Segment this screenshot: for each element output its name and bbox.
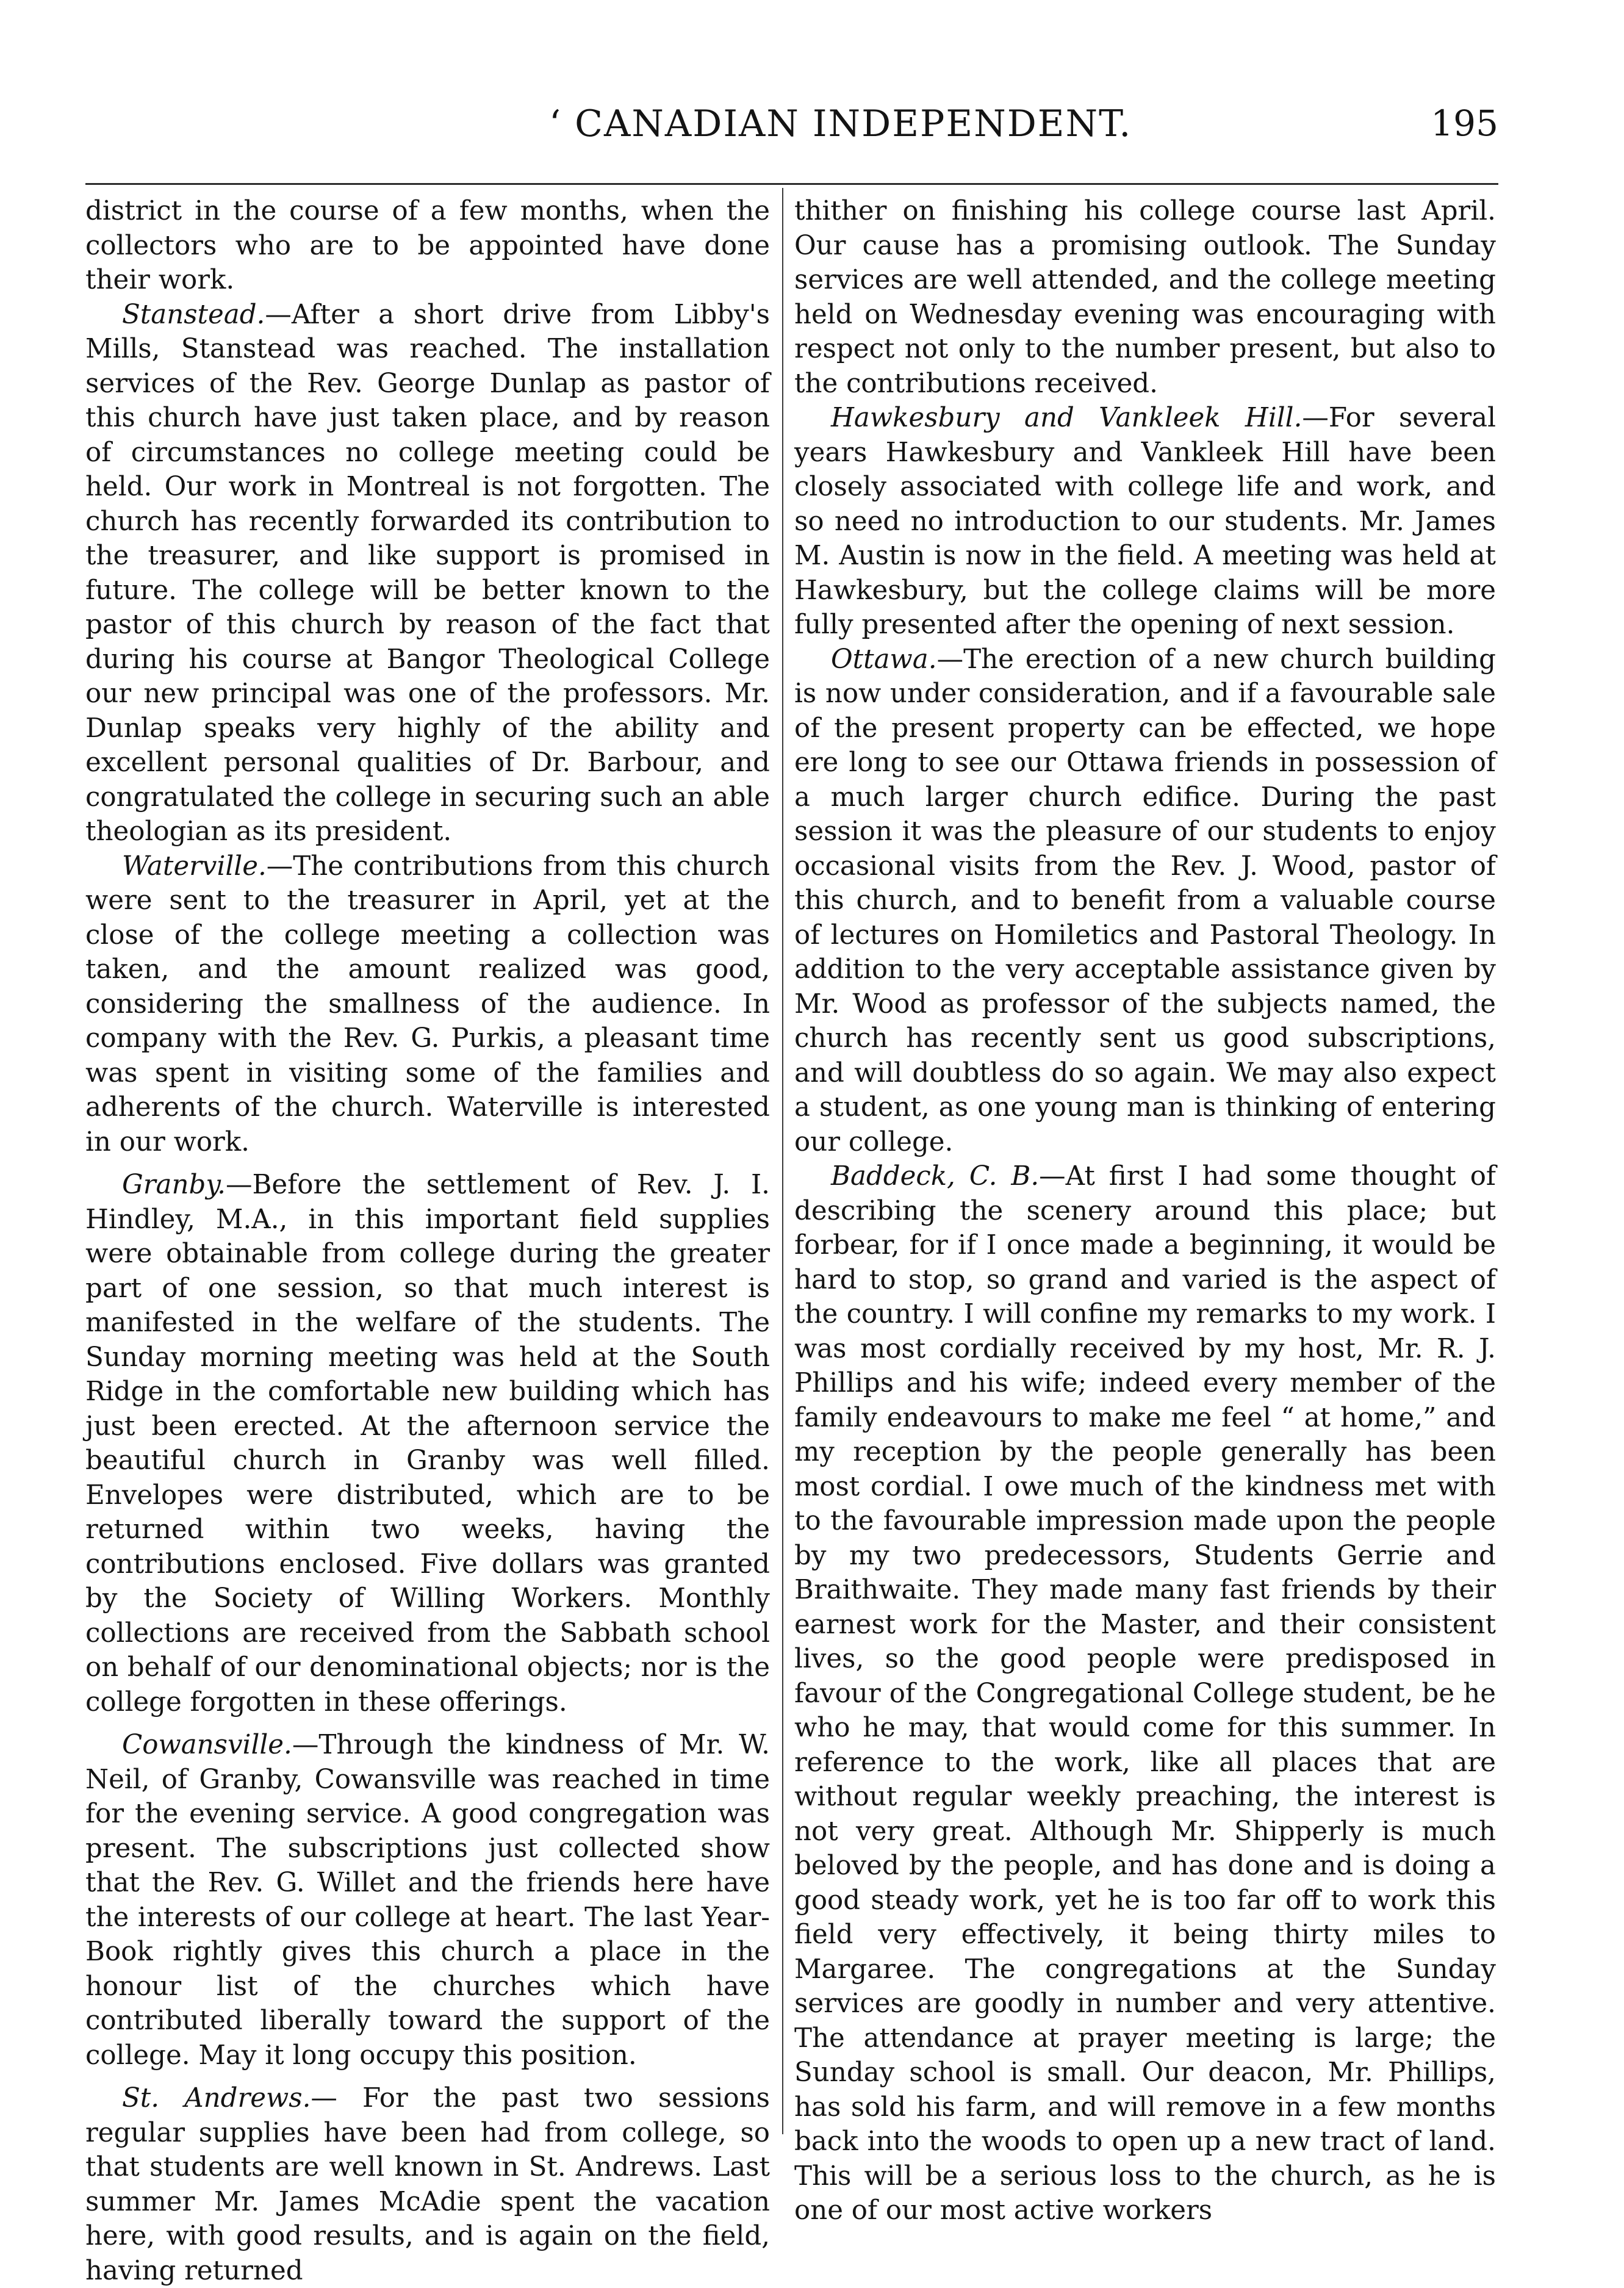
section-hawkesbury	[794, 401, 1496, 642]
place-heading: Ottawa.	[831, 644, 937, 675]
right-column	[794, 194, 1496, 2228]
section-ottawa	[794, 642, 1496, 1160]
place-heading: St. Andrews.	[122, 2083, 311, 2114]
section-baddeck	[794, 1159, 1496, 2228]
place-heading: Waterville.	[122, 851, 267, 882]
continued-paragraph	[85, 194, 770, 298]
page-number: 195	[1431, 103, 1498, 144]
paragraph-text: —Through the kindness of Mr. W. Neil, of Granby, Cowansville was reached in time for the evening service. A good congregation was present. The subscriptions just collected show that the Rev. G. Willet and the friends here have the interests of our college at heart. The last Year-Book rightly gives this church a place in the honour list of the churches which have contributed liberally toward the support of the college. May it long occupy this position.	[85, 1730, 770, 2071]
continued-paragraph	[794, 194, 1496, 401]
place-heading: Cowansville.	[122, 1730, 292, 1760]
column-divider	[782, 188, 783, 2134]
section-granby	[85, 1168, 770, 1719]
section-waterville	[85, 849, 770, 1160]
place-heading: Granby.	[122, 1170, 226, 1200]
section-cowansville	[85, 1728, 770, 2073]
paragraph-text: thither on finishing his college course last April. Our cause has a promising outlook. The Sunday services are well attended, and the college meeting held on Wednesday evening was encouraging with respect not only to the number present, but also to the contributions received.	[794, 196, 1496, 399]
paragraph-text: —Before the settlement of Rev. J. I. Hindley, M.A., in this important field supplies were obtainable from college during the greater part of one session, so that much interest is manifested in the welfare of the students. The Sunday morning meeting was held at the South Ridge in the comfortable new building which has just been erected. At the afternoon service the beautiful church in Granby was well filled. Envelopes were distributed, which are to be returned within two weeks, having the contributions enclosed. Five dollars was granted by the Society of Willing Workers. Monthly collections are received from the Sabbath school on behalf of our denominational objects; nor is the college forgotten in these offerings.	[85, 1170, 770, 1718]
paragraph-text: —The erection of a new church building is now under consideration, and if a favourable sale of the present property can be effected, we hope ere long to see our Ottawa friends in possession of a much larger church edifice. During the past session it was the pleasure of our students to enjoy occasional visits from the Rev. J. Wood, pastor of this church, and to benefit from a valuable course of lectures on Homiletics and Pastoral Theology. In addition to the very acceptable assistance given by Mr. Wood as professor of the subjects named, the church has recently sent us good subscriptions, and will doubtless do so again. We may also expect a student, as one young man is thinking of entering our college.	[794, 644, 1496, 1157]
page-header	[85, 103, 1498, 164]
running-title: ‘ CANADIAN INDEPENDENT.	[549, 103, 1132, 145]
place-heading: Stanstead.	[122, 299, 265, 330]
section-st-andrews	[85, 2081, 770, 2288]
paragraph-text: —For several years Hawkesbury and Vankleek Hill have been closely associated with college life and work, and so need no introduction to our students. Mr. James M. Austin is now in the field. A meeting was held at Hawkesbury, but the college claims will be more fully presented after the opening of next session.	[794, 403, 1496, 640]
paragraph-text: — For the past two sessions regular supplies have been had from college, so that students are well known in St. Andrews. Last summer Mr. James McAdie spent the vacation here, with good results, and is again on the field, having returned	[85, 2083, 771, 2286]
paragraph-text: district in the course of a few months, when the collectors who are to be appointed have done their work.	[85, 196, 770, 295]
paragraph-text: —The contributions from this church were sent to the treasurer in April, yet at the close of the college meeting a collection was taken, and the amount realized was good, considering the smallness of the audience. In company with the Rev. G. Purkis, a pleasant time was spent in visiting some of the families and adherents of the church. Waterville is interested in our work.	[85, 851, 770, 1157]
left-column	[85, 194, 770, 2288]
section-stanstead	[85, 298, 770, 849]
header-rule	[85, 183, 1498, 185]
paragraph-text: —At first I had some thought of describing the scenery around this place; but forbear, for if I once made a beginning, it would be hard to stop, so grand and varied is the aspect of the country. I will confine my remarks to my work. I was most cordially received by my host, Mr. R. J. Phillips and his wife; indeed every member of the family endeavours to make me feel “ at home,” and my reception by the people generally has been most cordial. I owe much of the kindness met with to the favourable impression made upon the people by my two predecessors, Students Gerrie and Braithwaite. They made many fast friends by their earnest work for the Master, and their consistent lives, so the good people were predisposed in favour of the Congregational College student, be he who he may, that would come for this summer. In reference to the work, like all places that are without regular weekly preaching, the interest is not very great. Although Mr. Shipperly is much beloved by the people, and has done and is doing a good steady work, yet he is too far off to work this field very effectively, it being thirty miles to Margaree. The congregations at the Sunday services are goodly in number and very attentive. The attendance at prayer meeting is large; the Sunday school is small. Our deacon, Mr. Phillips, has sold his farm, and will remove in a few months back into the woods to open up a new tract of land. This will be a serious loss to the church, as he is one of our most active workers	[794, 1161, 1496, 2226]
place-heading: Baddeck, C. B.	[831, 1161, 1040, 1192]
paragraph-text: —After a short drive from Libby's Mills, Stanstead was reached. The installation services of the Rev. George Dunlap as pastor of this church have just taken place, and by reason of circumstances no college meeting could be held. Our work in Montreal is not forgotten. The church has recently forwarded its contribution to the treasurer, and like support is promised in future. The college will be better known to the pastor of this church by reason of the fact that during his course at Bangor Theological College our new principal was one of the professors. Mr. Dunlap speaks very highly of the ability and excellent personal qualities of Dr. Barbour, and congratulated the college in securing such an able theologian as its president.	[85, 299, 770, 847]
place-heading: Hawkesbury and Vankleek Hill.	[831, 403, 1302, 433]
